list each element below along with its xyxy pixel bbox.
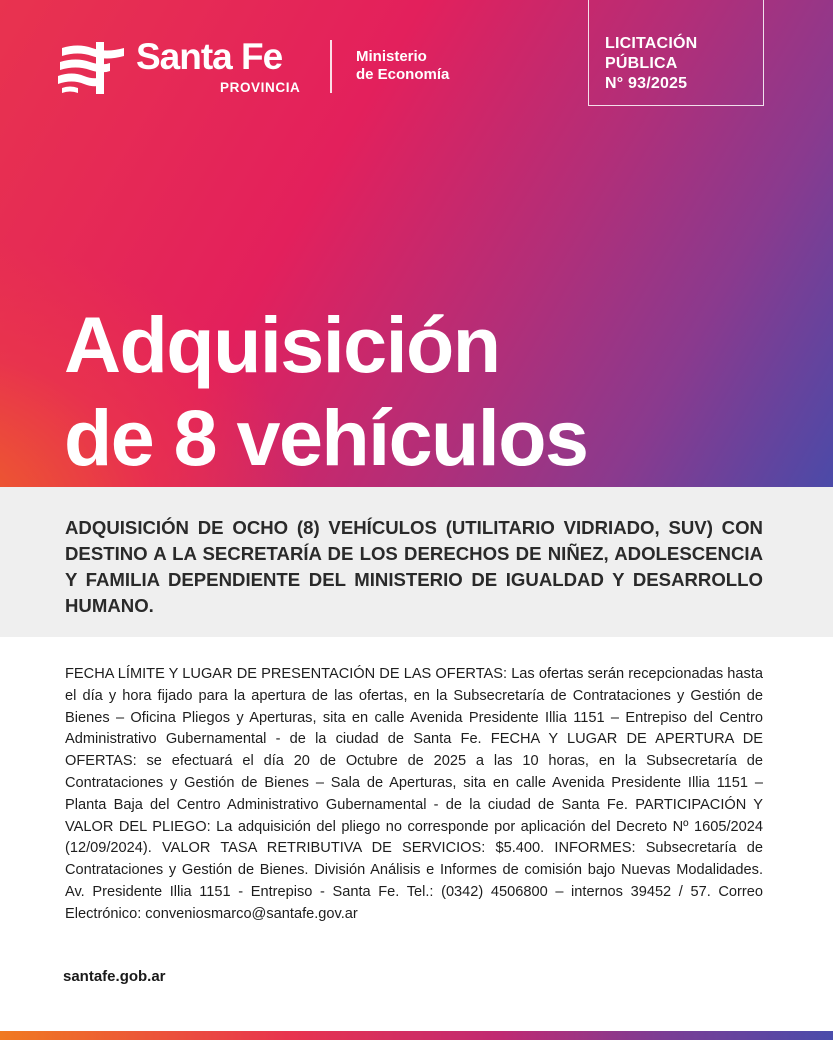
ministry-line-1: Ministerio xyxy=(356,48,427,65)
santa-fe-flag-logo-icon xyxy=(58,42,128,94)
ministry-label xyxy=(356,48,449,84)
tender-line-1: LICITACIÓN xyxy=(605,35,698,52)
summary-text: ADQUISICIÓN DE OCHO (8) VEHÍCULOS (UTILITARIO VIDRIADO, SUV) CON DESTINO A LA SECRETARÍA DE LOS DERECHOS DE NIÑEZ, ADOLESCENCIA Y FAMILIA DEPENDIENTE DEL MINISTERIO DE IGUALDAD Y DESARROLLO HUMANO. xyxy=(65,517,763,616)
ministry-line-2: de Economía xyxy=(356,66,450,83)
website-link[interactable]: santafe.gob.ar xyxy=(63,968,166,985)
page-title xyxy=(64,298,587,484)
logo-divider xyxy=(330,40,332,93)
hero-banner xyxy=(0,0,833,487)
tender-details-text: FECHA LÍMITE Y LUGAR DE PRESENTACIÓN DE LAS OFERTAS: Las ofertas serán recepcionadas hasta el día y hora fijado para la apertura de las ofertas, en la Subsecretaría de Contrataciones y Gestión de Bienes – Oficina Pliegos y Aperturas, sita en calle Avenida Presidente Illia 1151 – Entrepiso del Centro Administrativo Gubernamental - de la ciudad de Santa Fe. FECHA Y LUGAR DE APERTURA DE OFERTAS: se efectuará el día 20 de Octubre de 2025 a las 10 horas, en la Subsecretaría de Contrataciones y Gestión de Bienes – Sala de Aperturas, sita en calle Avenida Presidente Illia 1151 – Planta Baja del Centro Administrativo Gubernamental - de la ciudad de Santa Fe. PARTICIPACIÓN Y VALOR DEL PLIEGO: La adquisición del pliego no corresponde por aplicación del Decreto Nº 1605/2024 (12/09/2024). VALOR TASA RETRIBUTIVA DE SERVICIOS: $5.400. INFORMES: Subsecretaría de Contrataciones y Gestión de Bienes. División Análisis e Informes de comisión bajo Nuevas Modalidades. Av. Presidente Illia 1151 - Entrepiso - Santa Fe. Tel.: (0342) 4506800 – internos 39452 / 57. Correo Electrónico: conveniosmarco@santafe.gov.ar xyxy=(65,666,763,922)
tender-number: N° 93/2025 xyxy=(605,75,688,92)
brand-subtitle: PROVINCIA xyxy=(220,80,301,95)
title-line-1: Adquisición xyxy=(64,300,500,389)
tender-number-box xyxy=(588,0,764,106)
title-line-2: de 8 vehículos xyxy=(64,393,588,482)
brand-name: Santa Fe xyxy=(136,36,283,77)
tender-line-2: PÚBLICA xyxy=(605,55,678,72)
summary-band xyxy=(0,487,833,637)
footer-gradient-bar xyxy=(0,1031,833,1040)
